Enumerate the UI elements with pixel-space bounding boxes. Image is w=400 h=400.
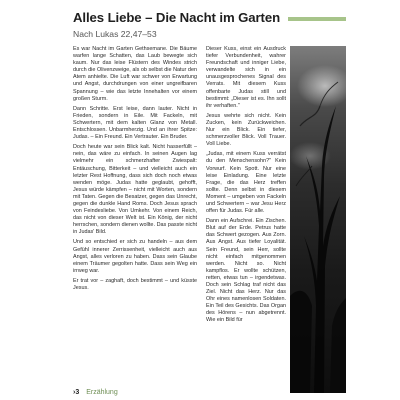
tree-silhouette-icon [290, 46, 346, 393]
paragraph: Dann Schritte. Erst leise, dann lauter. Nicht in Frieden, sondern in Eile. Mit Fackeln, mit Schwertern, mit dem kalten Glanz von Metall. Entschlossen. Unbarmherzig. Und an ihrer Spitze: Judas. – Ein Freund. Ein Vertrauter. Ein Bruder. [73, 105, 197, 141]
article-subtitle: Nach Lukas 22,47–53 [73, 29, 157, 39]
paragraph: Jesus wehrte sich nicht. Kein Zucken, kein Zurückweichen. Nur ein Blick. Ein tiefer, schmerzvoller Blick. Voll Trauer. Voll Liebe. [206, 112, 286, 148]
paragraph: Doch heute war sein Blick kalt. Nicht hasserfüllt – nein, das wäre zu einfach. In seinen Augen lag vielmehr ein schmerzhafter Zwiespalt: Entäuschung, Bitterkeit – und vielleicht auch ein letzter Rest Hoffnung, dass sich doch noch etwas wenden möge. Judas hatte geglaubt, gehofft, Jesus würde kämpfen – nicht mit Worten, sondern mit Taten. Gegen die Besatzer, gegen das Unrecht, gegen die dunkle Hand Roms. Doch Jesus sprach von Feindesliebe. Von Umkehr. Von einem Reich, das nicht von dieser Welt ist. Ein König, der nicht herrschen, sondern dienen wollte. Das passte nicht in Judas' Bild. [73, 144, 197, 236]
paragraph: „Judas, mit einem Kuss verrätst du den Menschensohn?" Kein Vorwurf. Kein Spott. Nur eine leise Einladung. Eine letzte Frage, die das Herz treffen sollte. Denn selbst in diesem Moment – umgeben von Fackeln und Schwertern – war Jesu Herz offen für Judas. Für alle. [206, 151, 286, 215]
section-label: Erzählung [86, 389, 118, 396]
title-accent-bar [288, 17, 346, 21]
article-title: Alles Liebe – Die Nacht im Garten [73, 10, 281, 25]
page-number: ›3 [73, 389, 80, 396]
article-column-left [73, 46, 197, 386]
night-garden-photo [290, 46, 346, 393]
article-column-middle [206, 46, 286, 386]
paragraph: Er trat vor – zaghaft, doch bestimmt – und küsste Jesus. [73, 277, 197, 291]
paragraph: Dann ein Aufschrei. Ein Zischen. Blut auf der Erde. Petrus hatte das Schwert gezogen. Aus Zorn. Aus Angst. Aus tiefer Loyalität. Sein Freund, sein Herr, sollte nicht einfach mitgenommen werden. Nicht so. Nicht kampflos. Er wollte schützen, retten, etwas tun – irgendetwas. Doch sein Schlag traf nicht das Ziel. Nicht das Herz. Nur das Ohr eines namenlosen Soldaten. Ein Teil des Gesichts. Das Organ des Hörens – nun abgetrennt. Wie ein Bild für [206, 218, 286, 324]
paragraph: Und so entschied er sich zu handeln – aus dem Gefühl innerer Zerrissenheit, vielleicht auch aus Angst, alles verloren zu haben. Dass sein Glaube einem Träumer gegolten hatte. Dass sein Weg ein irrweg war. [73, 239, 197, 274]
page-footer [73, 389, 118, 396]
paragraph: Es war Nacht im Garten Gethsemane. Die Bäume warfen lange Schatten, das Laub bewegte sich kaum. Nur das leise Flüstern des Windes strich durch die Olivenzweige, als ob selbst die Natur den Atem anhielte. Die Luft war schwer von Erwartung und Angst, durchdrungen von einer ungreifbaren Spannung – wie das letzte Innehalten vor einem großen Sturm. [73, 46, 197, 102]
paragraph: Dieser Kuss, einst ein Ausdruck tiefer Verbundenheit, wahrer Freundschaft und inniger Liebe, verwandelte sich in ein unausgesprochenes Signal des Verrats. Mit diesem Kuss offenbarte Judas still und bestimmt: „Dieser ist es. Ihn sollt ihr verhaften." [206, 46, 286, 109]
